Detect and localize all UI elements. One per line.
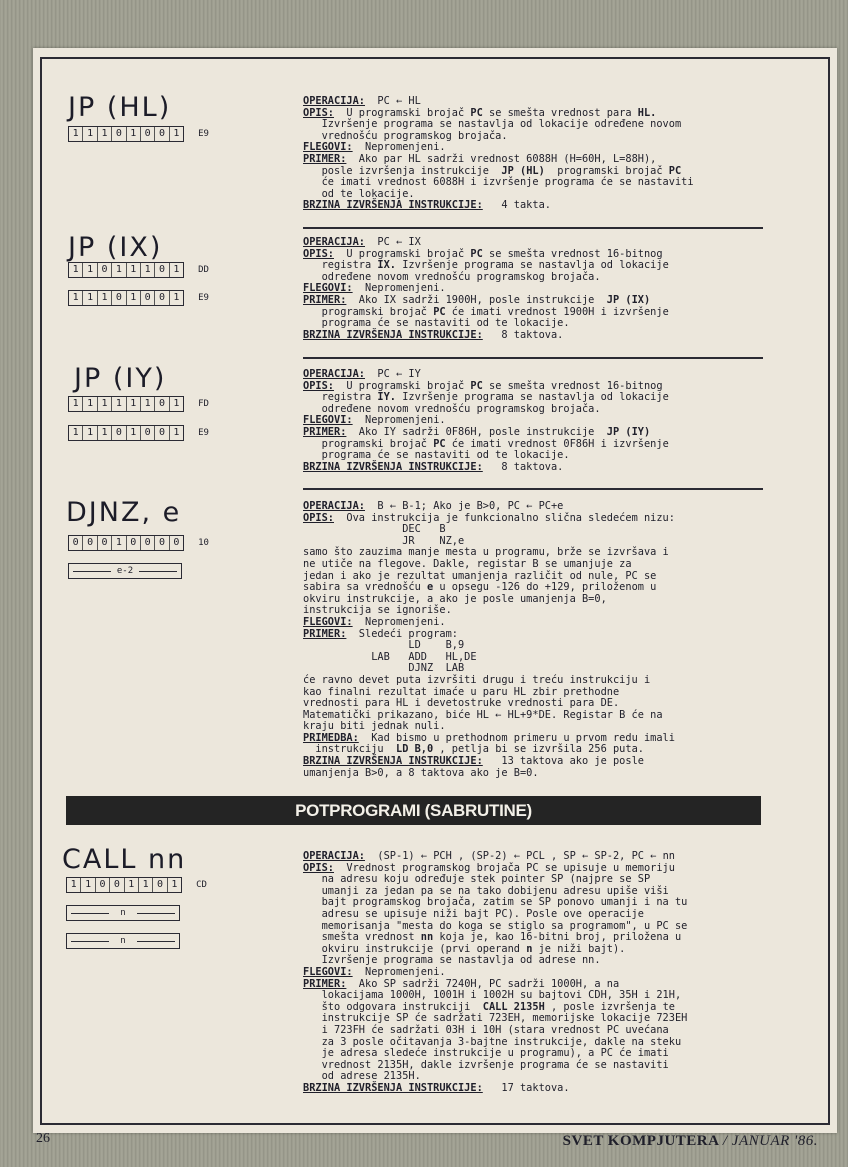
opcode-bit: 1 [81, 878, 95, 892]
opcode-bit: 1 [127, 263, 141, 277]
operand-box [66, 933, 180, 949]
opcode-bit: 1 [173, 427, 180, 438]
opcode-bit: 1 [127, 397, 141, 411]
instruction-description [303, 851, 773, 1094]
operand-label: n [117, 936, 128, 946]
instruction-description [303, 369, 773, 473]
opcode-bit: 1 [83, 127, 97, 141]
instruction-description [303, 96, 773, 212]
opcode-bit: 1 [127, 426, 141, 440]
field-label: OPERACIJA: [303, 850, 365, 862]
text-run: Kad bismo u prethodnom primeru u prvom redu imali [358, 731, 675, 744]
text-run: Ova instrukcija je funkcionalno slična sledećem nizu: [334, 511, 675, 524]
opcode-bit: 1 [98, 291, 112, 305]
opcode-hex: E9 [198, 293, 209, 303]
field-label: BRZINA IZVRŠENJA INSTRUKCIJE: [303, 1081, 483, 1094]
opcode-bit: 0 [155, 536, 169, 550]
text-run: instrukcije SP će sadržati 723EH, memorijske lokacije 723EH [303, 1012, 688, 1025]
field-label: BRZINA IZVRŠENJA INSTRUKCIJE: [303, 199, 483, 212]
text-line [303, 200, 773, 212]
opcode-bit: 1 [171, 879, 178, 890]
opcode-bit: 1 [69, 263, 83, 277]
field-label: OPERACIJA: [303, 500, 365, 512]
opcode-bit: 0 [112, 291, 126, 305]
opcode-bit: 1 [173, 128, 180, 139]
opcode-bit: 1 [69, 397, 83, 411]
text-line [303, 1083, 773, 1095]
text-run: , posle izvršenja te [544, 1000, 675, 1013]
instruction-description [303, 237, 773, 341]
instruction-title: JP (HL) [68, 92, 172, 123]
text-run: okviru instrukcije, a ako je posle umanjenja B=0, [303, 592, 607, 605]
text-run: programski brojač [303, 437, 434, 450]
opcode-hex: E9 [198, 428, 209, 438]
field-label: PRIMER: [303, 977, 347, 990]
opcode-bits [68, 126, 184, 142]
text-run: bajt programskog brojača, zatim se SP ponovo umanji i na tu [303, 896, 688, 909]
text-run: PC ← HL [365, 95, 421, 107]
opcode-bit: 0 [155, 426, 169, 440]
opcode-row [68, 425, 209, 441]
field-label: PRIMER: [303, 425, 347, 438]
text-run: za 3 posle očitavanja 3-bajtne instrukcije, dakle na steku [303, 1035, 682, 1048]
text-run: programski brojač [544, 164, 669, 177]
opcode-bits [68, 290, 184, 306]
text-line [303, 330, 773, 342]
text-run: vrednosti para HL i devetostruke vrednosti para DE. [303, 697, 620, 710]
text-run: Sledeći program: [346, 627, 458, 640]
opcode-bit: 0 [155, 291, 169, 305]
instruction-title: CALL nn [62, 844, 187, 875]
text-run: se smešta vrednost 16-bitnog [482, 247, 663, 260]
text-run: programa će se nastaviti od te lokacije. [303, 317, 570, 330]
opcode-bit: 0 [141, 426, 155, 440]
text-run: od adrese 2135H. [303, 1070, 421, 1083]
text-run: Izvršenje programa se nastavlja od lokacije određene novom [303, 118, 682, 131]
keyword: nn [420, 931, 434, 944]
opcode-bit: 0 [141, 127, 155, 141]
opcode-bit: 1 [173, 398, 180, 409]
text-run: kao finalni rezultat imaće u paru HL zbir prethodne [303, 685, 620, 698]
opcode-bit: 1 [83, 426, 97, 440]
text-run: 17 taktova. [482, 1081, 570, 1094]
instruction-title: JP (IX) [68, 232, 163, 263]
text-run: ne utiče na flegove. Dakle, registar B se umanjuje za [303, 557, 632, 570]
field-label: OPERACIJA: [303, 236, 365, 248]
opcode-bit: 0 [83, 536, 97, 550]
text-run: lokacijama 1000H, 1001H i 1002H su bajtovi CDH, 35H i 21H, [303, 989, 682, 1002]
opcode-bit: 0 [153, 878, 167, 892]
text-run: će imati vrednost 0F86H i izvršenje [445, 437, 669, 450]
text-run: U programski brojač [334, 106, 471, 119]
keyword: JP (IX) [606, 293, 651, 306]
text-run: JR NZ,e [303, 534, 465, 547]
opcode-row [68, 262, 209, 278]
text-run: DJNZ LAB [303, 662, 465, 675]
opcode-bit: 1 [141, 397, 155, 411]
field-label: PRIMER: [303, 293, 347, 306]
field-label: OPIS: [303, 379, 334, 392]
text-run: vrednošću programskog brojača. [303, 129, 508, 142]
keyword: n [526, 942, 533, 955]
opcode-bits [68, 396, 184, 412]
text-run: LD B,9 [303, 639, 465, 652]
field-label: FLEGOVI: [303, 414, 353, 427]
opcode-bit: 0 [98, 263, 112, 277]
text-run: PC ← IX [365, 236, 421, 248]
opcode-bit: 1 [112, 263, 126, 277]
text-run: Nepromenjeni. [352, 965, 446, 978]
text-run: Nepromenjeni. [352, 414, 446, 427]
opcode-bit: 1 [69, 291, 83, 305]
text-run: Nepromenjeni. [352, 141, 446, 154]
opcode-bit: 1 [83, 263, 97, 277]
text-run: jedan i ako je rezultat umanjenja različit od nule, PC se [303, 569, 657, 582]
opcode-bits [68, 425, 184, 441]
text-run: 8 taktova. [482, 328, 564, 341]
opcode-bit: 0 [112, 127, 126, 141]
text-run: programa će se nastaviti od te lokacije. [303, 449, 570, 462]
opcode-hex: FD [198, 399, 209, 409]
keyword: IY. [377, 391, 397, 404]
operand-label: n [117, 908, 128, 918]
text-line [303, 768, 773, 780]
opcode-bit: 1 [127, 291, 141, 305]
text-run: 8 taktova. [482, 460, 564, 473]
opcode-row [68, 290, 209, 306]
text-run: će imati vrednost 6088H i izvršenje programa će se nastaviti [303, 176, 694, 189]
text-run: koja je, kao 16-bitni broj, priložena u [433, 931, 682, 944]
field-label: FLEGOVI: [303, 965, 353, 978]
opcode-hex: 10 [198, 538, 209, 548]
text-run: Nepromenjeni. [352, 615, 446, 628]
magazine-name: SVET KOMPJUTERA [562, 1133, 719, 1149]
text-run: adresu se upisuje niži bajt PC). Posle ove operacije [303, 907, 644, 920]
opcode-row [68, 396, 209, 412]
field-label: PRIMER: [303, 627, 347, 640]
text-run: Ako SP sadrži 7240H, PC sadrži 1000H, a na [346, 977, 620, 990]
field-label: FLEGOVI: [303, 615, 353, 628]
field-label: PRIMER: [303, 152, 347, 165]
text-run: Ako IY sadrži 0F86H, posle instrukcije [346, 425, 607, 438]
opcode-bit: 0 [112, 426, 126, 440]
text-run: određene novom vrednošću programskog brojača. [303, 402, 601, 415]
opcode-bit: 1 [69, 426, 83, 440]
text-run: i 723FH će sadržati 03H i 10H (stara vrednost PC uvećana [303, 1023, 669, 1036]
opcode-bit: 0 [127, 536, 141, 550]
text-run: Izvršenje programa se nastavlja od lokacije [396, 391, 669, 404]
opcode-bit: 1 [173, 264, 180, 275]
text-run: se smešta vrednost para [482, 106, 638, 119]
opcode-bit: 0 [96, 878, 110, 892]
opcode-bit: 1 [112, 397, 126, 411]
text-run: registra [303, 259, 378, 272]
field-label: OPIS: [303, 106, 334, 119]
instruction-description [303, 501, 773, 779]
keyword: PC [433, 437, 446, 450]
field-label: FLEGOVI: [303, 282, 353, 295]
opcode-bit: 0 [155, 263, 169, 277]
text-run: Izvršenje programa se nastavlja od lokacije [396, 259, 669, 272]
keyword: CALL 2135H [482, 1000, 545, 1013]
keyword: JP (IY) [606, 425, 651, 438]
opcode-bit: 1 [98, 127, 112, 141]
field-label: OPERACIJA: [303, 95, 365, 107]
text-run: će imati vrednost 1900H i izvršenje [445, 305, 669, 318]
opcode-bit: 1 [83, 291, 97, 305]
opcode-bit: 0 [69, 536, 83, 550]
opcode-row [66, 877, 207, 893]
opcode-bit: 0 [155, 127, 169, 141]
opcode-bits [68, 535, 184, 551]
field-label: PRIMEDBA: [303, 731, 359, 744]
text-run: U programski brojač [334, 379, 471, 392]
text-run: od te lokacije. [303, 187, 415, 200]
opcode-bit: 1 [173, 292, 180, 303]
opcode-bit: 0 [155, 397, 169, 411]
keyword: HL. [637, 106, 657, 119]
text-run: određene novom vrednošću programskog brojača. [303, 270, 601, 283]
field-label: FLEGOVI: [303, 141, 353, 154]
text-run: instrukciju [303, 743, 396, 756]
magazine-footer [563, 1133, 818, 1150]
instruction-title: JP (IY) [74, 363, 167, 394]
text-run: što odgovara instrukciji [303, 1000, 483, 1013]
text-run: se smešta vrednost 16-bitnog [482, 379, 663, 392]
field-label: BRZINA IZVRŠENJA INSTRUKCIJE: [303, 460, 483, 473]
opcode-hex: DD [198, 265, 209, 275]
field-label: OPIS: [303, 861, 334, 874]
text-run: je niži bajt). [532, 942, 626, 955]
opcode-hex: CD [196, 880, 207, 890]
operand-box [66, 905, 180, 921]
opcode-bit: 1 [112, 536, 126, 550]
field-label: OPIS: [303, 511, 334, 524]
instruction-title: DJNZ, e [66, 497, 182, 528]
text-run: Ako IX sadrži 1900H, posle instrukcije [346, 293, 607, 306]
keyword: PC [433, 305, 446, 318]
offset-operand-box [68, 563, 182, 579]
text-run: Ako par HL sadrži vrednost 6088H (H=60H, L=88H), [346, 152, 657, 165]
field-label: OPERACIJA: [303, 368, 365, 380]
opcode-bit: 0 [141, 536, 155, 550]
field-label: OPIS: [303, 247, 334, 260]
opcode-bit: 0 [173, 537, 180, 548]
keyword: PC [668, 164, 682, 177]
text-run: sabira sa vrednošću [303, 581, 427, 594]
text-run: (SP-1) ← PCH , (SP-2) ← PCL , SP ← SP-2, PC ← nn [365, 850, 675, 862]
text-run: će ravno devet puta izvršiti drugu i treću instrukciju i [303, 673, 651, 686]
text-run: posle izvršenja instrukcije [303, 164, 502, 177]
opcode-bit: 1 [83, 397, 97, 411]
text-line [303, 462, 773, 474]
opcode-bit: 1 [141, 263, 155, 277]
text-run: 4 takta. [482, 199, 551, 212]
text-run: umanjenja B>0, a 8 taktova ako je B=0. [303, 766, 539, 779]
opcode-bit: 1 [139, 878, 153, 892]
text-run: programski brojač [303, 305, 434, 318]
keyword: PC [470, 247, 483, 260]
opcode-row [68, 126, 209, 142]
page-number: 26 [36, 1131, 50, 1146]
section-divider [303, 227, 763, 229]
text-run: u opsegu -126 do +129, priloženom u [433, 581, 657, 594]
text-run: 13 taktova ako je posle [482, 755, 644, 768]
text-run: U programski brojač [334, 247, 471, 260]
section-divider [303, 357, 763, 359]
issue-label: / JANUAR '86. [722, 1133, 818, 1149]
opcode-bit: 1 [127, 127, 141, 141]
keyword: PC [470, 106, 483, 119]
keyword: LD B,0 [396, 743, 434, 756]
opcode-bit: 1 [67, 878, 81, 892]
text-run: vrednost 2135H, dakle izvršenje programa će se nastaviti [303, 1058, 669, 1071]
offset-label: e-2 [114, 566, 136, 576]
field-label: BRZINA IZVRŠENJA INSTRUKCIJE: [303, 755, 483, 768]
keyword: IX. [377, 259, 397, 272]
text-run: kraju biti jednak nuli. [303, 720, 446, 733]
opcode-row [68, 535, 209, 551]
text-run: samo što zauzima manje mesta u programu, brže se izvršava i [303, 546, 669, 559]
text-run: memorisanja "mesta do koga se stiglo sa programom", u PC se [303, 919, 688, 932]
field-label: BRZINA IZVRŠENJA INSTRUKCIJE: [303, 328, 483, 341]
keyword: e [427, 581, 434, 594]
text-run: okviru instrukcije (prvi operand [303, 942, 527, 955]
text-run: B ← B-1; Ako je B>0, PC ← PC+e [365, 500, 564, 512]
opcode-hex: E9 [198, 129, 209, 139]
text-run: umanji za jedan pa se na tako dobijenu adresu upiše viši [303, 884, 669, 897]
opcode-bit: 1 [69, 127, 83, 141]
text-run: je adresa sledeće instrukcije u programu), a PC će imati [303, 1047, 669, 1060]
keyword: JP (HL) [501, 164, 545, 177]
text-run: DEC B [303, 523, 446, 536]
opcode-bit: 1 [125, 878, 139, 892]
text-run: PC ← IY [365, 368, 421, 380]
section-divider [303, 488, 763, 490]
text-run: smešta vrednost [303, 931, 421, 944]
text-run: instrukcija se ignoriše. [303, 604, 452, 617]
text-run: na adresu koju određuje stek pointer SP (najpre se SP [303, 873, 651, 886]
text-run: Matematički prikazano, biće HL ← HL+9*DE. Registar B će na [303, 708, 663, 721]
keyword: PC [470, 379, 483, 392]
opcode-bit: 1 [98, 397, 112, 411]
opcode-bit: 0 [98, 536, 112, 550]
text-run: registra [303, 391, 378, 404]
text-run: Izvršenje programa se nastavlja od adrese nn. [303, 954, 601, 967]
text-run: LAB ADD HL,DE [303, 650, 477, 663]
opcode-bit: 0 [110, 878, 124, 892]
opcode-bits [66, 877, 182, 893]
opcode-bit: 0 [141, 291, 155, 305]
text-run: , petlja bi se izvršila 256 puta. [433, 743, 644, 756]
text-run: Vrednost programskog brojača PC se upisuje u memoriju [334, 861, 675, 874]
opcode-bits [68, 262, 184, 278]
section-banner: POTPROGRAMI (SABRUTINE) [66, 796, 761, 825]
text-run: Nepromenjeni. [352, 282, 446, 295]
opcode-bit: 1 [98, 426, 112, 440]
